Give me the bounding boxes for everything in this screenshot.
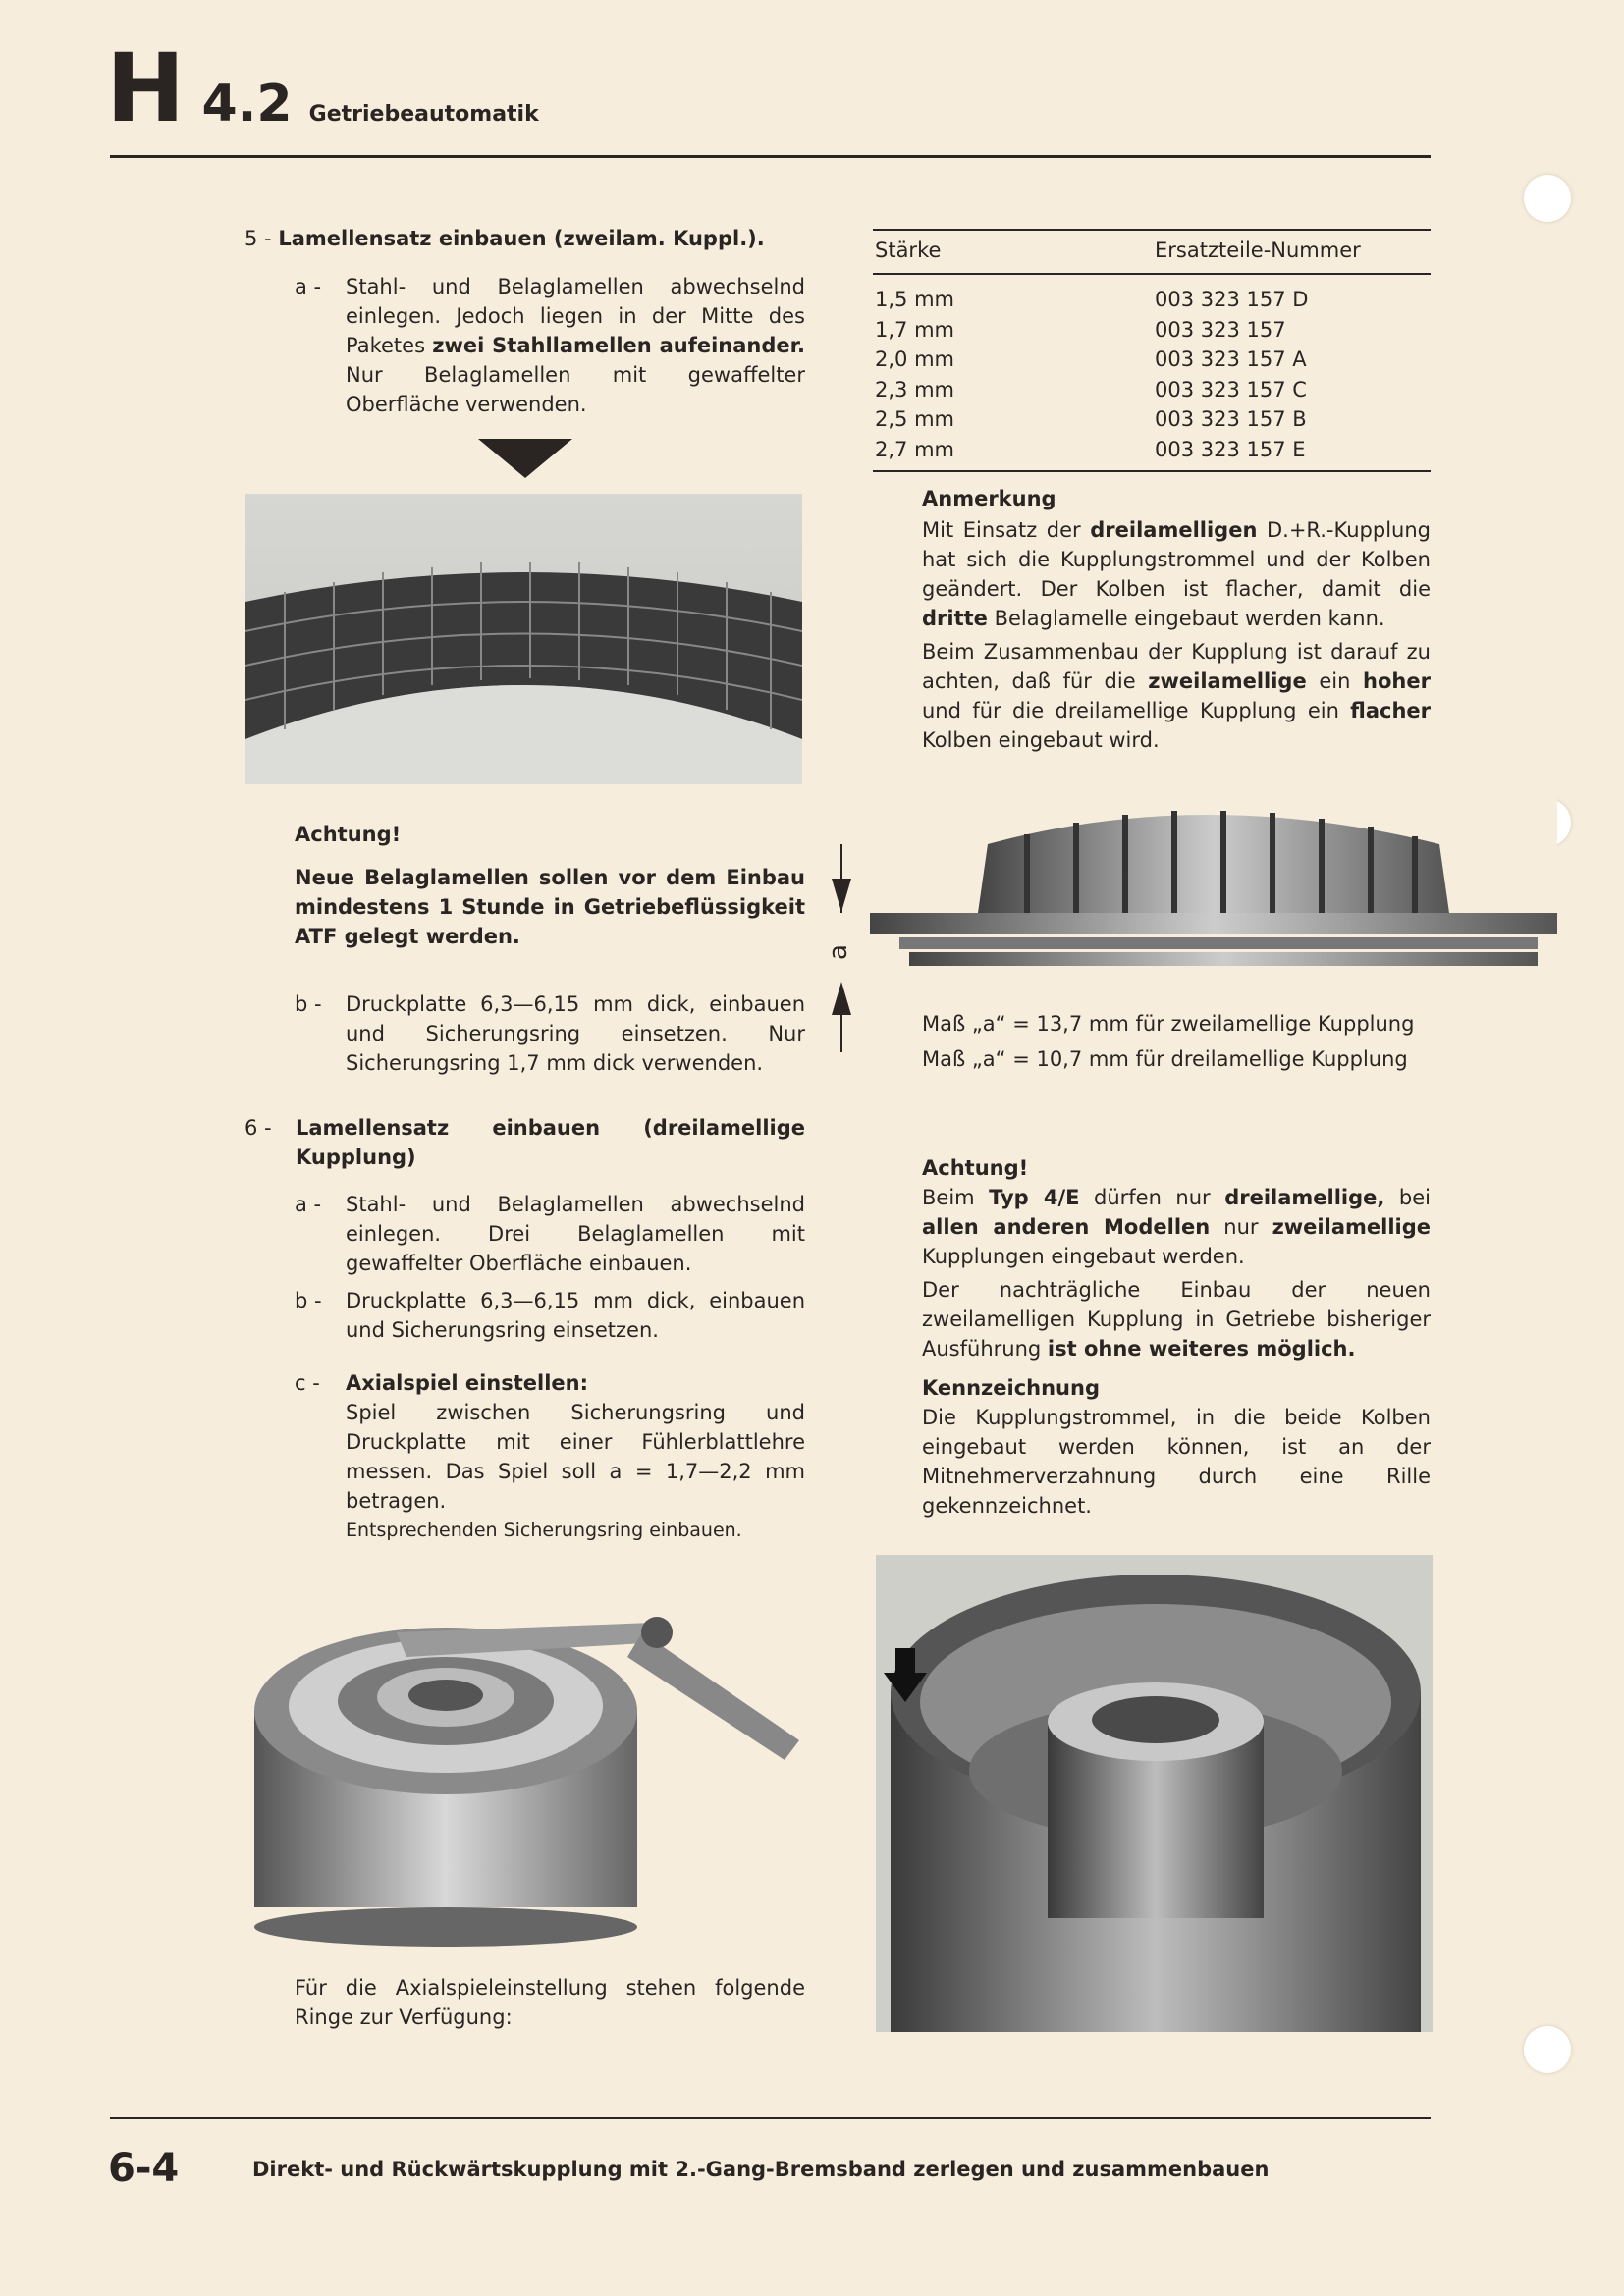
text: bei: [1384, 1186, 1431, 1209]
step-6a: [295, 1190, 805, 1278]
step-title: Axialspiel einstellen:: [346, 1371, 589, 1395]
warning-title: Achtung!: [922, 1156, 1029, 1180]
rings-note: Für die Axialspieleinstellung stehen folgende Ringe zur Verfügung:: [295, 1976, 805, 2029]
text: D.+R.-Kupplung hat sich die Kupplungstrommel und der Kolben geändert. Der Kolben ist flacher, damit die: [922, 518, 1431, 601]
page-number: 6-4: [108, 2146, 180, 2191]
footer-rule: [110, 2117, 1431, 2119]
text: Belaglamelle eingebaut werden kann.: [987, 607, 1385, 630]
bold-text: zweilamellige: [1272, 1215, 1431, 1239]
punch-hole: [1524, 2026, 1571, 2073]
bold-text: zweilamellige: [1148, 669, 1307, 693]
cell: 003 323 157 B: [1155, 407, 1307, 431]
header-rule: [110, 155, 1431, 158]
achtung-box-right: [922, 1153, 1431, 1521]
step-6b: [295, 1286, 805, 1345]
bold-text: hoher: [1363, 669, 1431, 693]
table-header-rule: [873, 273, 1431, 275]
step-number: 6 -: [244, 1116, 272, 1140]
step-5b: [295, 989, 805, 1078]
section-6-heading: [244, 1113, 805, 1172]
page-header: [106, 33, 539, 143]
text: dürfen nur: [1079, 1186, 1225, 1209]
clutch-drum-image: [876, 1555, 1433, 2032]
section-5-heading: [244, 224, 814, 253]
cell: 003 323 157: [1155, 317, 1286, 342]
ring-thickness-table: [873, 236, 1431, 472]
step-text: Druckplatte 6,3—6,15 mm dick, einbauen und Sicherungsring einsetzen. Nur Sicherungsring 1,7 mm dick verwenden.: [346, 992, 805, 1075]
friction-plate-image: [245, 494, 802, 784]
warning-title: Achtung!: [295, 823, 402, 846]
text: Beim: [922, 1186, 990, 1209]
cell: 2,7 mm: [875, 437, 954, 461]
step-number: 5 -: [244, 227, 272, 250]
column-header: Ersatzteile-Nummer: [1155, 239, 1361, 262]
text: Beim Zusammenbau der Kupplung ist darauf zu achten, daß für die: [922, 640, 1431, 693]
cell: 2,3 mm: [875, 377, 954, 401]
punch-hole: [1524, 175, 1571, 222]
bold-text: ist ohne weiteres möglich.: [1047, 1337, 1356, 1361]
dimension-note: Maß „a“ = 10,7 mm für dreilamellige Kupplung: [922, 1047, 1408, 1071]
cell: 1,5 mm: [875, 288, 954, 311]
text: Der nachträgliche Einbau der neuen zweilamelligen Kupplung in Getriebe bisheriger Ausführung: [922, 1278, 1431, 1361]
text: Kolben eingebaut wird.: [922, 728, 1160, 752]
step-title: Lamellensatz einbauen (zweilam. Kuppl.).: [278, 227, 765, 250]
step-text: Entsprechenden Sicherungsring einbauen.: [346, 1520, 742, 1541]
text: ein: [1306, 669, 1364, 693]
table-row: [873, 315, 1431, 346]
piston-photo: [831, 795, 1557, 984]
text: Mit Einsatz der: [922, 518, 1091, 542]
text: nur: [1210, 1215, 1272, 1239]
footer-title: Direkt- und Rückwärtskupplung mit 2.-Gang-Bremsband zerlegen und zusammenbauen: [252, 2158, 1270, 2181]
step-label: b -: [295, 992, 322, 1016]
step-label: b -: [295, 1289, 322, 1312]
header-title: Getriebeautomatik: [308, 102, 539, 127]
cell: 003 323 157 E: [1155, 437, 1306, 461]
dimension-label: a: [823, 944, 853, 960]
bold-text: allen anderen Modellen: [922, 1215, 1211, 1239]
feeler-gauge-photo: [249, 1603, 805, 1948]
friction-plate-photo: [245, 494, 802, 784]
step-text: Druckplatte 6,3—6,15 mm dick, einbauen und Sicherungsring einsetzen.: [346, 1289, 805, 1342]
cell: 2,0 mm: [875, 347, 954, 371]
header-letter: H: [106, 33, 186, 143]
cell: 003 323 157 C: [1155, 377, 1307, 401]
dimension-arrow-bottom: [840, 1011, 842, 1052]
table-header-row: [873, 236, 1431, 273]
anmerkung-block: [922, 484, 1431, 755]
table-row: [873, 435, 1431, 465]
note-paragraph: [922, 515, 1431, 633]
step-label: c -: [295, 1371, 320, 1395]
marking-title: Kennzeichnung: [922, 1376, 1100, 1400]
table-top-rule: [873, 229, 1431, 231]
table-row: [873, 375, 1431, 405]
text: und für die dreilamellige Kupplung ein: [922, 699, 1351, 722]
bold-text: Typ 4/E: [989, 1186, 1080, 1209]
table-row: [873, 345, 1431, 375]
step-title: Lamellensatz einbauen (dreilamellige Kupplung): [296, 1116, 805, 1169]
step-text: Spiel zwischen Sicherungsring und Druckplatte mit einer Fühlerblattlehre messen. Das Spiel soll a = 1,7—2,2 mm betragen.: [346, 1401, 805, 1513]
bold-text: dreilamellige,: [1224, 1186, 1385, 1209]
piston-image: [831, 795, 1557, 984]
note-title: Anmerkung: [922, 487, 1056, 510]
step-label: a -: [295, 275, 322, 298]
column-header: Stärke: [875, 239, 942, 262]
warning-text: [922, 1275, 1431, 1363]
warning-text: Neue Belaglamellen sollen vor dem Einbau mindestens 1 Stunde in Getriebeflüssigkeit ATF gelegt werden.: [295, 866, 805, 948]
clutch-drum-photo: [876, 1555, 1433, 2032]
note-paragraph: [922, 637, 1431, 755]
step-5a: [295, 272, 805, 419]
marking-text: Die Kupplungstrommel, in die beide Kolben eingebaut werden können, ist an der Mitnehmerverzahnung durch eine Rille gekennzeichnet.: [922, 1406, 1431, 1518]
step-6c: [295, 1368, 805, 1545]
dimension-notes: [922, 1009, 1431, 1074]
bold-text: zwei Stahllamellen aufeinander.: [432, 334, 805, 357]
dimension-note: Maß „a“ = 13,7 mm für zweilamellige Kupplung: [922, 1012, 1415, 1036]
table-row: [873, 285, 1431, 315]
table-bottom-rule: [873, 470, 1431, 472]
cell: 003 323 157 A: [1155, 347, 1307, 371]
bold-text: dreilamelligen: [1090, 518, 1258, 542]
text: Stahl- und Belaglamellen abwechselnd einlegen. Jedoch liegen in der Mitte des Paketes: [346, 275, 805, 357]
feeler-gauge-image: [249, 1603, 805, 1948]
achtung-box-left: [295, 820, 805, 951]
cell: 1,7 mm: [875, 317, 954, 342]
arrow-down-icon: [832, 879, 851, 912]
bold-text: dritte: [922, 607, 988, 630]
text: Nur Belaglamellen mit gewaffelter Oberfläche verwenden.: [346, 363, 805, 416]
step-label: a -: [295, 1193, 322, 1216]
text: Kupplungen eingebaut werden.: [922, 1245, 1245, 1268]
cell: 003 323 157 D: [1155, 288, 1309, 311]
step-text: Stahl- und Belaglamellen abwechselnd einlegen. Drei Belaglamellen mit gewaffelter Oberfläche einbauen.: [346, 1193, 805, 1275]
table-row: [873, 404, 1431, 435]
warning-text: [922, 1183, 1431, 1271]
bold-text: flacher: [1350, 699, 1431, 722]
header-section: 4.2: [201, 75, 293, 133]
down-arrow-icon: [478, 439, 572, 478]
cell: 2,5 mm: [875, 407, 954, 431]
arrow-up-icon: [832, 982, 851, 1015]
